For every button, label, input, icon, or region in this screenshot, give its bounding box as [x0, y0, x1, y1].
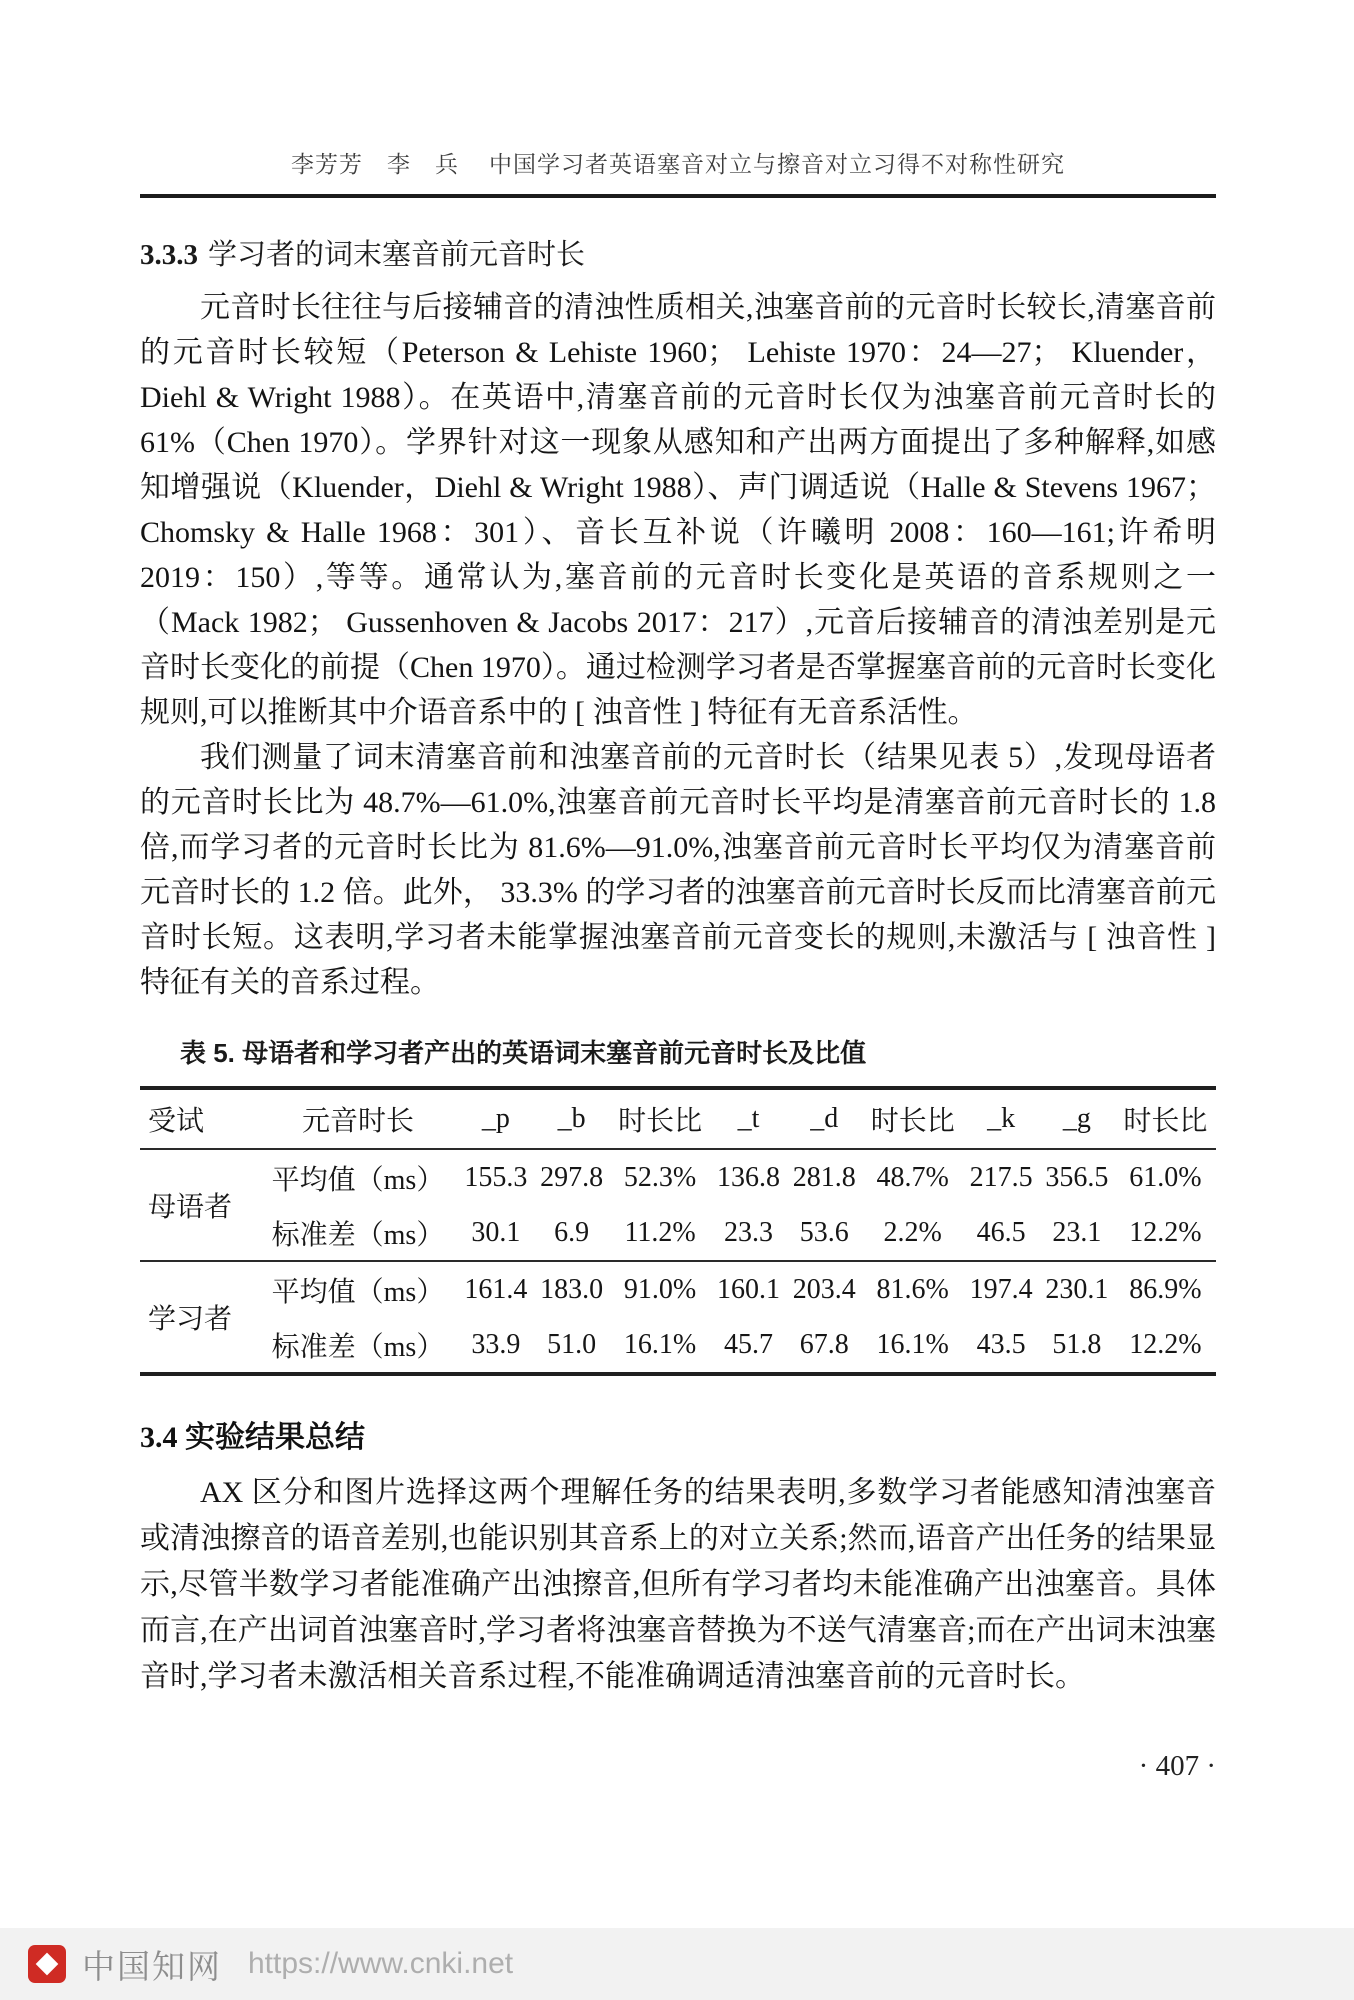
cell: 48.7% [876, 1161, 949, 1193]
cell: 81.6% [862, 1261, 963, 1317]
col-header-ratio-2: 时长比 [862, 1088, 963, 1149]
col-header-ratio-1: 时长比 [610, 1088, 711, 1149]
cell: 203.4 [786, 1261, 862, 1317]
col-header-g: _g [1039, 1088, 1115, 1149]
subject-native: 母语者 [148, 1192, 233, 1223]
col-header-subject: 受试 [140, 1088, 258, 1149]
cell: 2.2% [883, 1216, 942, 1248]
cell: 16.1% [623, 1328, 697, 1360]
table-row [140, 1317, 1216, 1374]
table-row [140, 1149, 1216, 1205]
cell: 61.0% [1129, 1161, 1202, 1193]
cell: 230.1 [1039, 1261, 1115, 1317]
cell: 51.0 [547, 1328, 597, 1360]
running-head [140, 146, 1216, 179]
page-number: · 407 · [1138, 1750, 1216, 1782]
cell: 161.4 [458, 1261, 534, 1317]
table-row [140, 1205, 1216, 1261]
cnki-site-url: https://www.cnki.net [248, 1947, 514, 1980]
cell: 160.1 [711, 1261, 787, 1317]
row-label: 标准差（ms） [271, 1219, 445, 1251]
table5-header [140, 1088, 1216, 1149]
cell: 281.8 [792, 1161, 856, 1193]
table-row [140, 1261, 1216, 1317]
row-label: 平均值（ms） [271, 1164, 445, 1196]
section-title: 学习者的词末塞音前元音时长 [208, 239, 586, 271]
paragraph-vowel-duration-2: 我们测量了词末清塞音前和浊塞音前的元音时长（结果见表 5）,发现母语者的元音时长比为 48.7%—61.0%,浊塞音前元音时长平均是清塞音前元音时长的 1.8 倍,而学习者的元音时长比为 81.6%—91.0%,浊塞音前元音时长平均仅为清塞音前元音时长的 1.2 倍。此外， 33.3% 的学习者的浊塞音前元音时长反而比清塞音前元音时长短。这表明,学习者未能掌握浊塞音前元音变长的规则,未激活与 [ 浊音性 ] 特征有关的音系过程。 [140, 741, 1216, 999]
cnki-brand-label: 中国知网 [82, 1947, 222, 1985]
table5-caption: 表 5. 母语者和学习者产出的英语词末塞音前元音时长及比值 [180, 1038, 867, 1068]
col-header-b: _b [534, 1088, 610, 1149]
col-header-d: _d [786, 1088, 862, 1149]
cell: 46.5 [976, 1216, 1026, 1248]
subject-learner: 学习者 [140, 1261, 258, 1374]
cell: 136.8 [717, 1161, 781, 1193]
cell: 53.6 [799, 1216, 849, 1248]
cell: 12.2% [1129, 1216, 1202, 1248]
cell: 217.5 [969, 1161, 1033, 1193]
cell: 30.1 [471, 1216, 521, 1248]
cell: 183.0 [534, 1261, 610, 1317]
running-head-authors: 李芳芳 李 兵 [291, 152, 460, 177]
cell: 11.2% [624, 1216, 696, 1248]
cell: 155.3 [464, 1161, 528, 1193]
cell: 91.0% [610, 1261, 711, 1317]
cell: 51.8 [1052, 1328, 1102, 1360]
cell: 197.4 [963, 1261, 1039, 1317]
cell: 86.9% [1115, 1261, 1216, 1317]
cell: 6.9 [554, 1216, 590, 1248]
cnki-footer-bar [0, 1928, 1354, 2000]
row-label: 标准差（ms） [271, 1331, 445, 1363]
table5-header-row [140, 1088, 1216, 1149]
cnki-logo-icon [28, 1945, 66, 1983]
cell: 23.3 [724, 1216, 774, 1248]
cell: 43.5 [976, 1328, 1026, 1360]
col-header-vowel-duration: 元音时长 [258, 1088, 458, 1149]
section-heading-3-4 [140, 1412, 1216, 1456]
running-head-title: 中国学习者英语塞音对立与擦音对立习得不对称性研究 [488, 152, 1065, 177]
cell: 23.1 [1052, 1216, 1102, 1248]
cell: 12.2% [1129, 1328, 1202, 1360]
col-header-k: _k [963, 1088, 1039, 1149]
paragraph-vowel-duration-1: 元音时长往往与后接辅音的清浊性质相关,浊塞音前的元音时长较长,清塞音前的元音时长较短（Peterson & Lehiste 1960； Lehiste 1970：24—27； Kluender，Diehl & Wright 1988）。在英语中,清塞音前的元音时长仅为浊塞音前元音时长的 61%（Chen 1970）。学界针对这一现象从感知和产出两方面提出了多种解释,如感知增强说（Kluender，Diehl & Wright 1988）、声门调适说（Halle & Stevens 1967； Chomsky & Halle 1968：301）、音长互补说（许曦明 2008：160—161;许希明 2019：150）,等等。通常认为,塞音前的元音时长变化是英语的音系规则之一（Mack 1982； Gussenhoven & Jacobs 2017：217）,元音后接辅音的清浊差别是元音时长变化的前提（Chen 1970）。通过检测学习者是否掌握塞音前的元音时长变化规则,可以推断其中介语音系中的 [ 浊音性 ] 特征有无音系活性。 [140, 291, 1216, 729]
col-header-t: _t [711, 1088, 787, 1149]
paragraph-summary: AX 区分和图片选择这两个理解任务的结果表明,多数学习者能感知清浊塞音或清浊擦音的语音差别,也能识别其音系上的对立关系;然而,语音产出任务的结果显示,尽管半数学习者能准确产出浊擦音,但所有学习者均未能准确产出浊塞音。具体而言,在产出词首浊塞音时,学习者将浊塞音替换为不送气清塞音;而在产出词末浊塞音时,学习者未激活相关音系过程,不能准确调适清浊塞音前的元音时长。 [140, 1476, 1216, 1693]
page-content [140, 0, 1216, 1783]
cell: 16.1% [876, 1328, 949, 1360]
cell: 52.3% [623, 1161, 697, 1193]
table5 [140, 1086, 1216, 1376]
cell: 45.7 [724, 1328, 774, 1360]
cell: 67.8 [799, 1328, 849, 1360]
col-header-ratio-3: 时长比 [1115, 1088, 1216, 1149]
row-label: 平均值（ms） [258, 1261, 458, 1317]
col-header-p: _p [458, 1088, 534, 1149]
cell: 33.9 [471, 1328, 521, 1360]
section-number: 3.3.3 [140, 239, 198, 271]
section-heading-3-3-3 [140, 232, 1216, 273]
cell: 297.8 [540, 1161, 604, 1193]
cell: 356.5 [1045, 1161, 1109, 1193]
section-title: 实验结果总结 [185, 1421, 365, 1454]
header-rule [140, 194, 1216, 198]
section-number: 3.4 [140, 1421, 178, 1454]
